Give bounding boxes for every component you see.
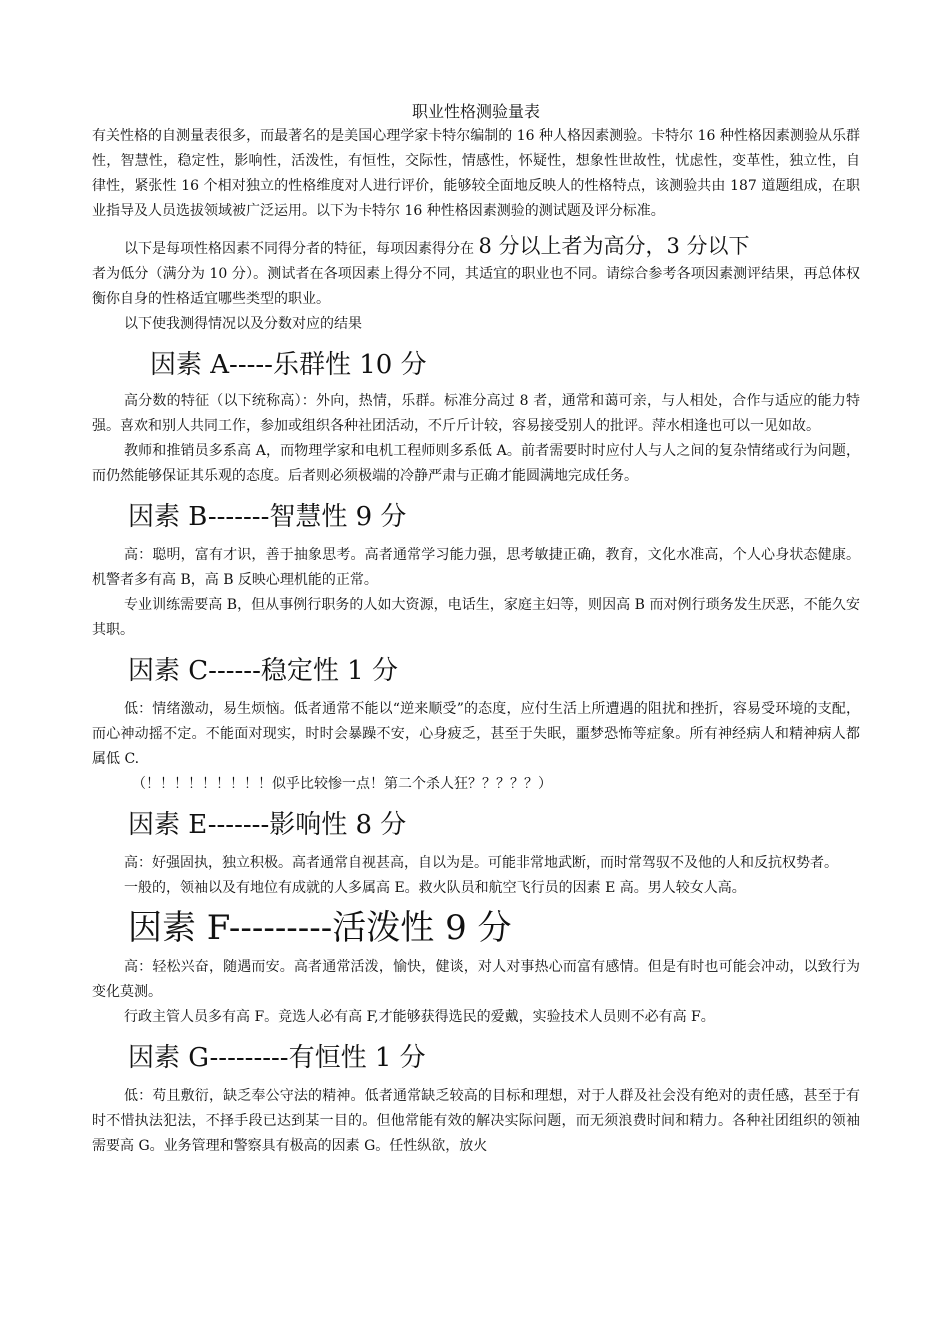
factor-a-paragraph-1: 高分数的特征（以下统称高）：外向，热情，乐群。标准分高过 8 者，通常和蔼可亲，与人相处，合作与适应的能力特强。喜欢和别人共同工作，参加或组织各种社团活动，不斤斤计较，容易接受别人的批评。萍水相逢也可以一见如故。: [92, 393, 860, 434]
factor-a-paragraph-2: 教师和推销员多系高 A，而物理学家和电机工程师则多系低 A。前者需要时时应付人与人之间的复杂情绪或行为问题，而仍然能够保证其乐观的态度。后者则必须极端的冷静严肃与正确才能圆满地完成任务。: [92, 443, 860, 484]
factor-g-heading: 因素 G---------有恒性 1 分: [128, 1043, 426, 1073]
factor-b-paragraph-2: 专业训练需要高 B，但从事例行职务的人如大资源，电话生，家庭主妇等，则因高 B 而对例行琐务发生厌恶，不能久安其职。: [92, 597, 860, 638]
factor-a-heading: 因素 A-----乐群性 10 分: [150, 350, 427, 380]
factor-c-comment: （！！！！！！！！！似乎比较惨一点！第二个杀人狂？？？？？）: [132, 776, 552, 792]
scoring-lead: 以下是每项性格因素不同得分者的特征，每项因素得分在: [124, 241, 479, 257]
factor-b-paragraph-1: 高：聪明，富有才识，善于抽象思考。高者通常学习能力强，思考敏捷正确，教育，文化水准高，个人心身状态健康。机警者多有高 B，高 B 反映心理机能的正常。: [92, 547, 860, 588]
factor-e-paragraph-2: 一般的，领袖以及有地位有成就的人多属高 E。救火队员和航空飞行员的因素 E 高。男人较女人高。: [124, 880, 746, 896]
factor-e-heading: 因素 E-------影响性 8 分: [128, 810, 407, 840]
factor-f-heading: 因素 F---------活泼性 9 分: [128, 908, 512, 948]
factor-f-paragraph-1: 高：轻松兴奋，随遇而安。高者通常活泼，愉快，健谈，对人对事热心而富有感情。但是有时也可能会冲动，以致行为变化莫测。: [92, 959, 860, 1000]
document-title: 职业性格测验量表: [411, 102, 540, 121]
factor-b-heading: 因素 B-------智慧性 9 分: [128, 502, 407, 532]
factor-c-paragraph-1: 低：情绪激动，易生烦恼。低者通常不能以“逆来顺受”的态度，应付生活上所遭遇的阻扰和挫折，容易受环境的支配，而心神动摇不定。不能面对现实，时时会暴躁不安，心身疲乏，甚至于失眠，噩梦恐怖等症象。所有神经病人和精神病人都属低 C.: [92, 701, 860, 767]
scoring-continuation: 者为低分（满分为 10 分）。测试者在各项因素上得分不同，其适宜的职业也不同。请综合参考各项因素测评结果，再总体权衡你自身的性格适宜哪些类型的职业。: [92, 266, 860, 307]
scoring-paragraph: [92, 234, 860, 262]
factor-e-paragraph-1: 高：好强固执，独立积极。高者通常自视甚高，自以为是。可能非常地武断，而时常驾驭不及他的人和反抗权势者。: [124, 855, 838, 871]
document-body: [92, 100, 860, 1159]
intro-paragraph: 有关性格的自测量表很多，而最著名的是美国心理学家卡特尔编制的 16 种人格因素测验。卡特尔 16 种性格因素测验从乐群性，智慧性，稳定性，影响性，活泼性，有恒性，交际性，情感性，怀疑性，想象性世故性，忧虑性，变革性，独立性，自律性，紧张性 16 个相对独立的性格维度对人进行评价，能够较全面地反映人的性格特点，该测验共由 187 道题组成，在职业指导及人员选拔领域被广泛运用。以下为卡特尔 16 种性格因素测验的测试题及评分标准。: [92, 128, 860, 219]
factor-c-heading: 因素 C------稳定性 1 分: [128, 656, 398, 686]
factor-g-paragraph-1: 低：苟且敷衍，缺乏奉公守法的精神。低者通常缺乏较高的目标和理想，对于人群及社会没有绝对的责任感，甚至于有时不惜执法犯法，不择手段已达到某一目的。但他常能有效的解决实际问题，而无须浪费时间和精力。各种社团组织的领袖需要高 G。业务管理和警察具有极高的因素 G。任性纵欲，放火: [92, 1088, 860, 1154]
factor-f-paragraph-2: 行政主管人员多有高 F。竞选人必有高 F,才能够获得选民的爱戴，实验技术人员则不必有高 F。: [124, 1009, 715, 1025]
spacer: [92, 224, 860, 234]
scoring-threshold: 8 分以上者为高分，3 分以下: [478, 234, 750, 258]
results-intro: 以下使我测得情况以及分数对应的结果: [124, 316, 362, 332]
